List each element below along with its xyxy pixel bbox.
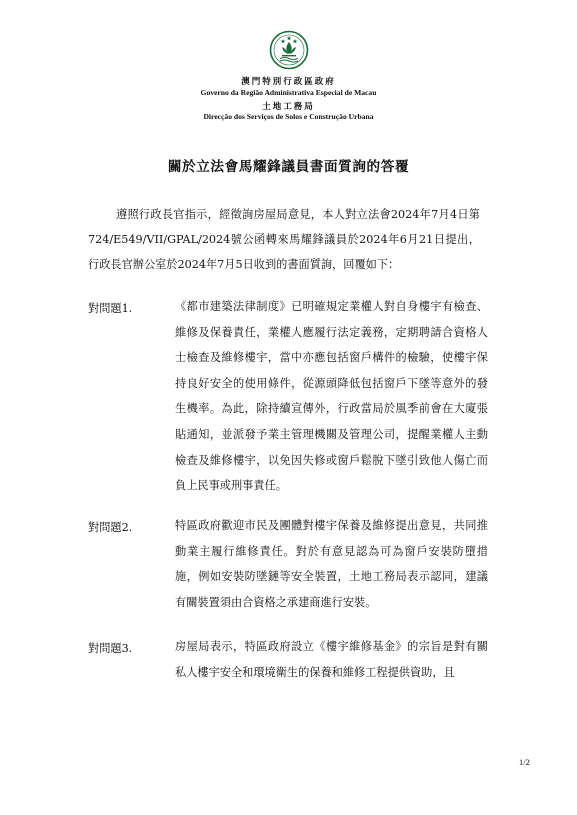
page-number: 1/2 [519,757,530,767]
answer-2-label: 對問題2. [88,521,133,534]
government-name-portuguese: Governo da Região Administrativa Especial de Macau [200,88,377,97]
intro-paragraph: 遵照行政長官指示，經徵詢房屋局意見，本人對立法會2024年7月4日第724/E549/VII/GPAL/2024號公函轉來馬耀鋒議員於2024年6月21日提出，行政長官辦公室於2024年7月5日收到的書面質詢，回覆如下： [88,208,480,271]
document-title: 關於立法會馬耀鋒議員書面質詢的答覆 [167,159,410,175]
answer-3-label: 對問題3. [88,642,133,655]
answer-2-text: 特區政府歡迎市民及團體對樓宇保養及維修提出意見，共同推動業主履行維修責任。對於有意見認為可為窗戶安裝防墮措施，例如安裝防墜鏈等安全裝置，土地工務局表示認同，建議有關裝置須由合資格之承建商進行安裝。 [175,519,488,609]
answer-1-label: 對問題1. [88,302,133,315]
government-name-chinese: 澳門特別行政區政府 [241,77,336,87]
answer-1-text: 《都市建築法律制度》已明確規定業權人對自身樓宇有檢查、維修及保養責任，業權人應履行法定義務，定期聘請合資格人士檢查及維修樓宇，當中亦應包括窗戶構件的檢驗，使樓宇保持良好安全的使用條件，從源頭降低包括窗戶下墜等意外的發生機率。為此，除持續宣傳外，行政當局於風季前會在大廈張貼通知，並派發予業主管理機關及管理公司，提醒業權人主動檢查及維修樓宇，以免因失修或窗戶鬆脫下墜引致他人傷亡而負上民事或刑事責任。 [175,300,488,493]
answer-3-text: 房屋局表示，特區政府設立《樓宇維修基金》的宗旨是對有關私人樓宇安全和環境衛生的保養和維修工程提供資助，且 [175,640,488,679]
department-name-portuguese: Direcção dos Serviços de Solos e Construção Urbana [203,112,374,121]
department-name-chinese: 土地工務局 [262,102,315,112]
macau-emblem [269,30,309,70]
